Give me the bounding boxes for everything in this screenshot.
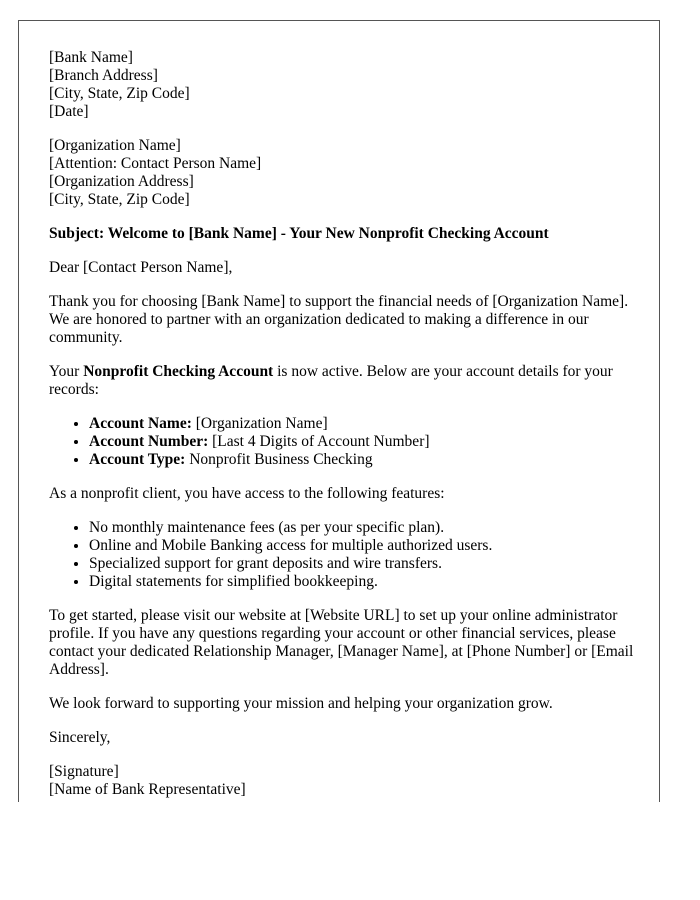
account-paragraph bbox=[49, 363, 649, 399]
salutation: Dear [Contact Person Name], bbox=[49, 259, 233, 276]
signature-block bbox=[49, 763, 649, 799]
subject-line: Subject: Welcome to [Bank Name] - Your New Nonprofit Checking Account bbox=[49, 225, 549, 242]
list-item bbox=[89, 451, 649, 469]
sender-bank-name: [Bank Name] bbox=[49, 49, 133, 66]
account-detail-label: Account Type: bbox=[89, 451, 186, 468]
signature: [Signature] bbox=[49, 763, 119, 780]
representative-name: [Name of Bank Representative] bbox=[49, 781, 246, 798]
letter-page bbox=[18, 20, 660, 802]
features-intro: As a nonprofit client, you have access to the following features: bbox=[49, 485, 445, 502]
account-detail-value: [Last 4 Digits of Account Number] bbox=[208, 433, 430, 450]
list-item bbox=[89, 415, 649, 433]
sender-city-state-zip: [City, State, Zip Code] bbox=[49, 85, 190, 102]
getting-started-paragraph: To get started, please visit our website at [Website URL] to set up your online administrator profile. If you have any questions regarding your account or other financial services, please contact your dedicated Relationship Manager, [Manager Name], at [Phone Number] or [Email Address]. bbox=[49, 607, 634, 678]
list-item: • Online and Mobile Banking access for multiple authorized users. bbox=[89, 537, 649, 555]
list-item: • No monthly maintenance fees (as per your specific plan). bbox=[89, 519, 649, 537]
features-list bbox=[49, 519, 649, 591]
account-paragraph-bold: Nonprofit Checking Account bbox=[83, 363, 274, 380]
recipient-city-state-zip: [City, State, Zip Code] bbox=[49, 191, 190, 208]
account-detail-value: Nonprofit Business Checking bbox=[185, 451, 373, 468]
letter-content bbox=[49, 49, 649, 799]
recipient-organization-name: [Organization Name] bbox=[49, 137, 181, 154]
list-item: • Specialized support for grant deposits and wire transfers. bbox=[89, 555, 649, 573]
account-paragraph-after: is now active. Below are your account details for your records: bbox=[49, 363, 613, 398]
sign-off: Sincerely, bbox=[49, 729, 111, 746]
sender-branch-address: [Branch Address] bbox=[49, 67, 158, 84]
account-detail-label: Account Number: bbox=[89, 433, 209, 450]
account-paragraph-before: Your bbox=[49, 363, 84, 380]
recipient-address-block bbox=[49, 137, 649, 209]
account-detail-label: Account Name: bbox=[89, 415, 192, 432]
account-detail-value: [Organization Name] bbox=[191, 415, 328, 432]
recipient-organization-address: [Organization Address] bbox=[49, 173, 194, 190]
list-item: • Digital statements for simplified bookkeeping. bbox=[89, 573, 649, 591]
account-details-list bbox=[49, 415, 649, 469]
sender-address-block bbox=[49, 49, 649, 121]
recipient-attention: [Attention: Contact Person Name] bbox=[49, 155, 262, 172]
list-item bbox=[89, 433, 649, 451]
intro-paragraph: Thank you for choosing [Bank Name] to support the financial needs of [Organization Name]. We are honored to partner with an organization dedicated to making a difference in our community. bbox=[49, 293, 629, 346]
closing-paragraph: We look forward to supporting your mission and helping your organization grow. bbox=[49, 695, 553, 712]
letter-date: [Date] bbox=[49, 103, 89, 120]
